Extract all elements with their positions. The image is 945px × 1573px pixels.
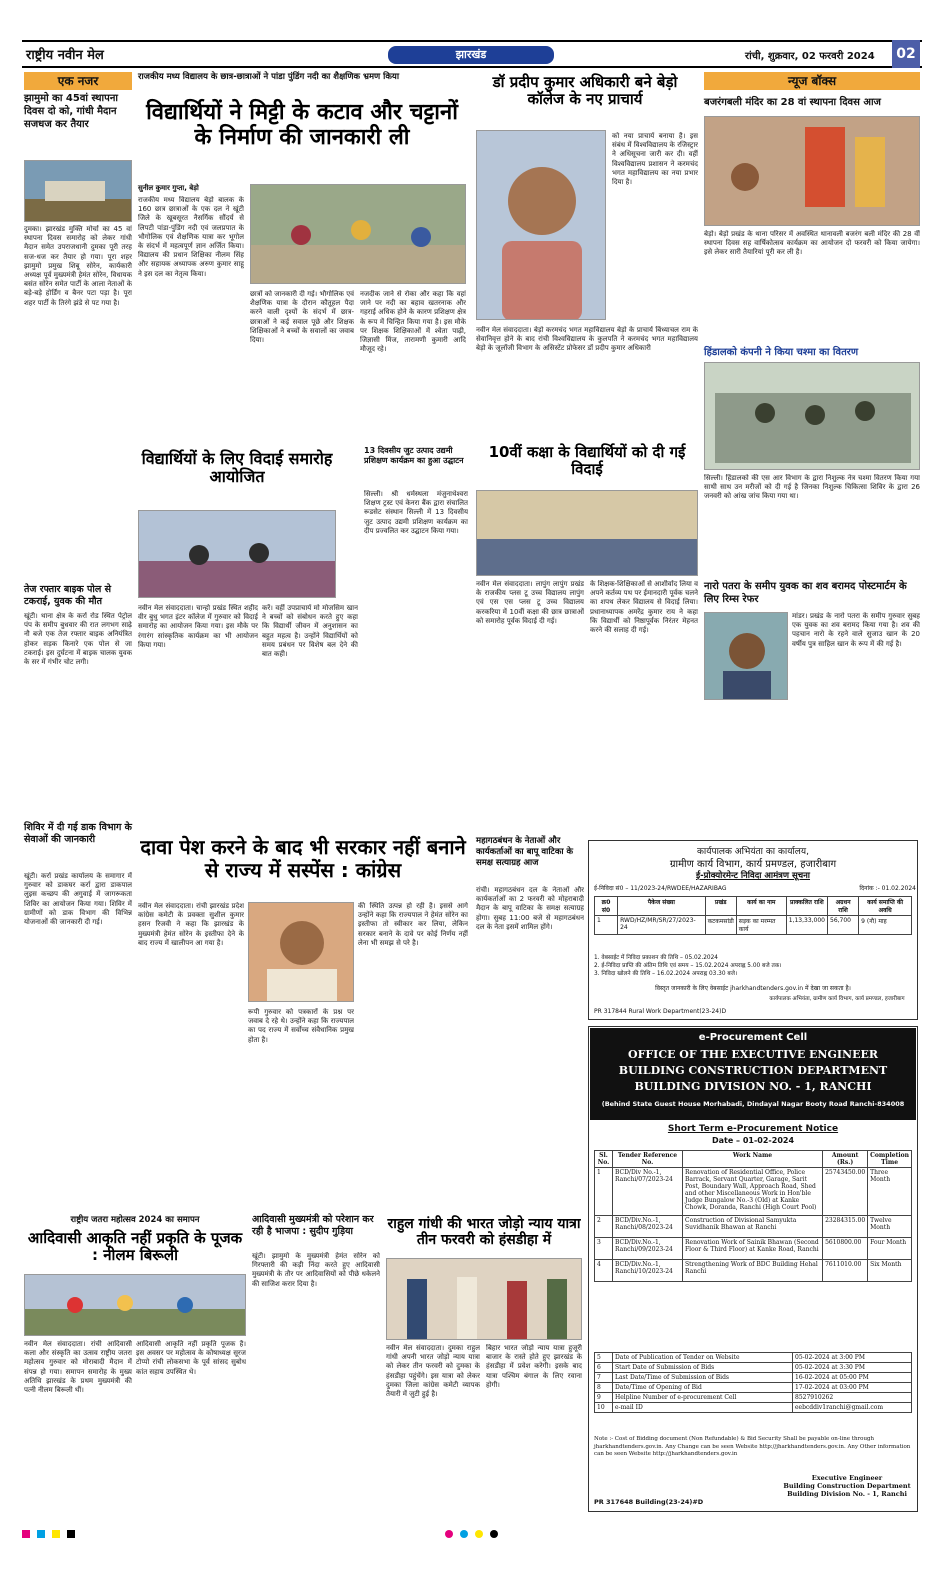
- left-headline-3: शिविर में दी गई डाक विभाग के सेवाओं की जानकारी: [24, 822, 132, 845]
- masthead: राष्ट्रीय नवीन मेल: [26, 48, 104, 63]
- story1-headline: विद्यार्थियों ने मिट्टी के कटाव और चट्टानों के निर्माण की जानकारी ली: [146, 100, 458, 151]
- schedule-cell: 10: [595, 1403, 613, 1413]
- tender1-col: कार्य का नाम: [736, 897, 786, 916]
- newsbox-headline-3: नारो पतरा के समीप युवक का शव बरामद पोस्टमार्टम के लिए रिम्स रेफर: [704, 581, 907, 605]
- schedule-cell: 8: [595, 1383, 613, 1393]
- photo-gandhi-maidan: [24, 160, 132, 222]
- tender2-address: (Behind State Guest House Morhabadi, Dindayal Nagar Booty Road Ranchi-834008: [601, 1100, 905, 1108]
- registration-dot: [490, 1530, 498, 1538]
- photo-eyeglasses: [704, 362, 920, 470]
- tender2-cell: 4: [595, 1260, 613, 1282]
- registration-mark: [67, 1530, 75, 1538]
- story9-body: खूंटी। झामुमो के मुख्यमंत्री हेमंत सोरेन को गिरफ्तारी की कड़ी निंदा करते हुए आदिवासी मुख्यमंत्री के तौर पर आदिवासियों को पीछे धकेलने की साजिश करार दिया है।: [252, 1252, 380, 1288]
- story1-body-2: छात्रों को जानकारी दी गई। भौगोलिक एवं शैक्षणिक यात्रा के दौरान कौतूहल पैदा करने वाली दृश्यों के संदर्भ में छात्र-छात्राओं ने कई सवाल पूछे और शिक्षक शिक्षिकाओं ने बच्चों के सवालों का जवाब दिया।: [250, 290, 354, 345]
- tender1-sign: कार्यपालक अभियंता, ग्रामीण कार्य विभाग, कार्य प्रमण्डल, हजारीबाग: [769, 996, 905, 1002]
- registration-dots: [445, 1523, 500, 1542]
- story10-headline: राहुल गांधी की भारत जोड़ो न्याय यात्रा तीन फरवरी को हंसडीहा में: [387, 1216, 581, 1249]
- story3-headline: विद्यार्थियों के लिए विदाई समारोह आयोजित: [141, 449, 333, 487]
- tender1-cell: 1,13,33,000: [786, 916, 827, 935]
- photo-deceased-youth: [704, 612, 788, 700]
- story6-headline: दावा पेश करने के बाद भी सरकार नहीं बनाने से राज्य में सस्पेंस : कांग्रेस: [140, 835, 466, 882]
- story4-body: सिल्ली। श्री धर्मस्थला मंजुनाथेश्वरा शिक्षण ट्रस्ट एवं केनरा बैंक द्वारा संचालित रूडसेट संस्थान सिल्ली में 13 दिवसीय जुट उत्पाद उद्यमी प्रशिक्षण कार्यक्रम का दीप प्रज्वलित कर उद्घाटन किया गया।: [364, 490, 468, 535]
- newsbox-body-3: मांडर। प्रखंड के नारो पतरा के समीप गुरुवार सुबह एक युवक का शव बरामद किया गया है। शव की पहचान नारो के रहने वाले सुजाउ खान के 20 वर्षीय पुत्र साहिल खान के रूप में की गई है।: [792, 612, 920, 648]
- registration-dot: [475, 1530, 483, 1538]
- tender2-cell: BCD/Div.No.-1, Ranchi/09/2023-24: [613, 1238, 683, 1260]
- tender1-cell: 9 (नौ) माह: [859, 916, 912, 935]
- tender2-col: Completion Time: [868, 1151, 912, 1168]
- schedule-cell: 17-02-2024 at 03:00 PM: [793, 1383, 912, 1393]
- tender1-cell: RWD/HZ/MR/SR/27/2023-24: [618, 916, 705, 935]
- tender2-schedule: [594, 1352, 912, 1413]
- photo-temple: [704, 116, 920, 226]
- tender2-cell: Strengthening Work of BDC Building Hehal Ranchi: [683, 1260, 823, 1282]
- tender2-note: Note :- Cost of Bidding document (Non Refundable) & Bid Security Shall be payable on-line through jharkhandtenders.gov.in. Any Change can be seen Website http://jharkhandtenders.gov.in. Any Other information can be seen Website http://jharkhandtenders.gov.in: [594, 1436, 911, 1457]
- tender1-cell: 56,700: [828, 916, 859, 935]
- tender1-subtitle: ई-प्रोक्योरमेन्ट निविदा आमंत्रण सूचना: [695, 871, 811, 881]
- left-body-1: दुमका। झारखंड मुक्ति मोर्चा का 45 वां स्थापना दिवस समारोह को लेकर गांधी मैदान समेत उपराजधानी दुमका पूरी तरह सज-धज कर तैयार हो गया। पूरा शहर झामुमो प्रमुख शिबू सोरेन, कार्यकारी अध्यक्ष पूर्व मुख्यमंत्री हेमंत सोरेन, विधायक बसंत सोरेन समेत पार्टी के आला नेताओं के बड़े-बड़े होर्डिंग व बैनर पटा पड़ा है। पूरा शहर पार्टी के तिरंगे झंडे से पट गया है।: [24, 225, 132, 307]
- tender2-date: Date – 01-02-2024: [711, 1136, 795, 1145]
- left-headline-1: झामुमो का 45वां स्थापना दिवस दो को, गांधी मैदान सजधज कर तैयार: [24, 93, 118, 130]
- left-body-3: खूंटी। कर्रा प्रखंड कार्यालय के समागार में गुरुवार को डाकघर कर्रा द्वारा डाकपाल लुइस कच्छप की अगुवाई में जागरूकता शिविर का आयोजन किया गया। शिविर में ग्रामीणों को डाक विभाग की विभिन्न योजनाओं की जानकारी दी गई।: [24, 872, 132, 927]
- tender1-pr: PR 317844 Rural Work Department(23-24)D: [594, 1008, 727, 1015]
- story2-headline: डॉ प्रदीप कुमार अधिकारी बने बेड़ो कॉलेज के नए प्राचार्य: [492, 73, 678, 109]
- tender1-footer: विस्तृत जानकारी के लिए वेबसाईट jharkhandtenders.gov.in में देखा जा सकता है।: [655, 985, 851, 992]
- registration-mark: [37, 1530, 45, 1538]
- tender2-sign-line: Building Construction Department: [783, 1482, 911, 1490]
- story4-headline: 13 दिवसीय जुट उत्पाद उद्यमी प्रशिक्षण कार्यक्रम का हुआ उद्घाटन: [364, 446, 464, 465]
- story1-byline: सुनील कुमार गुप्ता, बेड़ो: [138, 184, 199, 192]
- section-label: झारखंड: [388, 46, 554, 64]
- tender2-title: Short Term e-Procurement Notice: [667, 1124, 839, 1134]
- registration-mark: [52, 1530, 60, 1538]
- tender2-line-1: OFFICE OF THE EXECUTIVE ENGINEER: [627, 1048, 878, 1061]
- left-headline-2: तेज रफ्तार बाइक पोल से टकराई, युवक की मौत: [24, 584, 112, 607]
- story7-body: रांची। महागठबंधन दल के नेताओं और कार्यकर्ताओं का 2 फरवरी को मोहराबादी मैदान के बापू वाटिका के समक्ष सत्याग्रह होगा। सुबह 11:00 बजे से महागठबंधन दल के नेता इसमें शामिल होंगे।: [476, 886, 584, 931]
- tender2-cell: BCD/Div.No.-1, Ranchi/10/2023-24: [613, 1260, 683, 1282]
- story10-body-2: बिहार भारत जोड़ो न्याय यात्रा हुजूरी बाजार के रास्ते होते हुए झारखंड के हंसडीहा में प्रवेश करेगी। इसके बाद यात्रा पश्चिम बंगाल के लिए रवाना होगी।: [486, 1344, 582, 1389]
- schedule-cell: eebcddiv1ranchi@gmail.com: [793, 1403, 912, 1413]
- story1-kicker: राजकीय मध्य विद्यालय के छात्र-छात्राओं ने पांडा पुंडिंग नदी का शैक्षणिक भ्रमण किया: [138, 72, 400, 82]
- schedule-cell: 5: [595, 1353, 613, 1363]
- tender2-cell: Three Month: [868, 1168, 912, 1216]
- story10-body: नवीन मेल संवाददाता। दुमका राहुल गांधी अपनी भारत जोड़ो न्याय यात्रा को लेकर तीन फरवरी को दुमका के हंसडीहा पहुंचेंगे। इस यात्रा को लेकर दुमका जिला कांग्रेस कमेटी व्यापक तैयारी में जुटी हुई है।: [386, 1344, 480, 1399]
- tender2-col: Sl. No.: [595, 1151, 613, 1168]
- schedule-cell: 7: [595, 1373, 613, 1383]
- story3-body: नवीन मेल संवाददाता। चान्हो प्रखंड स्थित शहीद वीर बुधु भगत इंटर कॉलेज में गुरुवार को विदाई समारोह का आयोजन किया गया। इस मौके पर रंगारंग सांस्कृतिक कार्यक्रम का भी आयोजन किया गया।: [138, 604, 258, 649]
- tender2-cell: Four Month: [868, 1238, 912, 1260]
- tender1-note: 3. निविदा खोलने की तिथि – 16.02.2024 अपराह्न 03.30 बजे।: [594, 971, 738, 977]
- tender2-sign-line: Building Division No. - 1, Ranchi: [787, 1490, 907, 1498]
- schedule-cell: Date/Time of Opening of Bid: [613, 1383, 793, 1393]
- schedule-cell: Last Date/Time of Submission of Bids: [613, 1373, 793, 1383]
- tender2-cell: Six Month: [868, 1260, 912, 1282]
- photo-class10-farewell: [476, 490, 698, 576]
- tender1-cell: 1: [595, 916, 618, 935]
- photo-farewell-stage: [138, 510, 336, 598]
- schedule-cell: Start Date of Submission of Bids: [613, 1363, 793, 1373]
- tender2-sign: [780, 1474, 914, 1498]
- tender1-table: [594, 896, 912, 935]
- tender1-note: 1. वेबसाईट में निविदा प्रकाशन की तिथि – 05.02.2024: [594, 955, 718, 961]
- schedule-cell: 9: [595, 1393, 613, 1403]
- tender2-col: Amount (Rs.): [823, 1151, 868, 1168]
- schedule-cell: 6: [595, 1363, 613, 1373]
- tender1-col: क्र0 सं0: [595, 897, 618, 916]
- registration-dot: [460, 1530, 468, 1538]
- tender1-col: प्राक्कलित राशि: [786, 897, 827, 916]
- tender1-dept: ग्रामीण कार्य विभाग, कार्य प्रमण्डल, हजारीबाग: [669, 859, 837, 870]
- tender2-sign-line: Executive Engineer: [811, 1474, 883, 1482]
- tender2-cell: 5610800.00: [823, 1238, 868, 1260]
- tender2-cell: 25743450.00: [823, 1168, 868, 1216]
- page-number: 02: [892, 40, 920, 68]
- story9-headline: आदिवासी मुख्यमंत्री को परेशान कर रही है भाजपा : सुदीप गुड़िया: [252, 1214, 374, 1237]
- tender2-col: Work Name: [683, 1151, 823, 1168]
- tender1-date: दिनांक :- 01.02.2024: [859, 885, 916, 892]
- story6-body-3: की स्थिति उत्पन्न हो रही है। इससे आगे उन्होंने कहा कि राज्यपाल ने हेमंत सोरेन का इस्तीफा तो स्वीकार कर लिया, लेकिन सरकार बनाने के दावे पर कोई निर्णय नहीं लेना भी समझ से परे है।: [358, 902, 468, 947]
- tender1-col: अग्रधन राशि: [828, 897, 859, 916]
- tender2-cell: BCD/Div No.-1, Ranchi/07/2023-24: [613, 1168, 683, 1216]
- story5-body: नवीन मेल संवाददाता। लापुंग लापुंग प्रखंड के राजकीय प्लस टू उच्च विद्यालय लापुंग एवं एस एस प्लस टू उच्च विद्यालय करकरिया में 10वीं कक्षा की छात्र छात्राओं को समारोह पूर्वक विदाई दी गई।: [476, 580, 584, 625]
- tender2-banner: e-Procurement Cell: [698, 1032, 808, 1043]
- box-title: एक नजर: [24, 72, 132, 90]
- tender2-cell: 2: [595, 1216, 613, 1238]
- tender1-cell: सड़क का मरम्मत कार्य: [736, 916, 786, 935]
- registration-mark: [22, 1530, 30, 1538]
- story5-headline: 10वीं कक्षा के विद्यार्थियों को दी गई विदाई: [488, 443, 686, 479]
- newsbox-body-2: सिल्ली। हिंडालको की एस आर विभाग के द्वारा निशुल्क नेत्र चश्मा वितरण किया गया साथी साथ उन मरीजों को दी गई है जिनका निशुल्क चिकित्सा शिविर के द्वारा 26 जनवरी को आंख जांच किया गया था।: [704, 474, 920, 501]
- story6-body: नवीन मेल संवाददाता। रांची झारखंड प्रदेश कांग्रेस कमेटी के प्रवक्ता सुशील कुमार हसन रिजवी ने कहा कि झारखंड के मुख्यमंत्री हेमंत सोरेन के इस्तीफा देने के बाद राज्य में खालीपन आ गया है।: [138, 902, 244, 947]
- schedule-cell: 05-02-2024 at 3:30 PM: [793, 1363, 912, 1373]
- tender2-cell: 3: [595, 1238, 613, 1260]
- schedule-cell: 8527910262: [793, 1393, 912, 1403]
- story5-body-2: के शिक्षक-शिक्षिकाओं से आशीर्वाद लिया व अपने कर्तव्य पथ पर ईमानदारी पूर्वक चलने का शपथ लेकर विद्यालय से विदाई लिया। प्रधानाध्यापक अमरेंद्र कुमार राय ने कहा कि विद्यार्थी को निष्ठापूर्वक निरंतर मेहनत करने की सलाह दी गई।: [590, 580, 698, 635]
- story8-body: नवीन मेल संवाददाता। रांची आदिवासी कला और संस्कृति का उत्सव राष्ट्रीय जतरा महोत्सव गुरुवार को मोराबादी मैदान में संपन्न हो गया। समापन समारोह के मुख्य अतिथि झारखंड के प्रथम मुख्यमंत्री की पत्नी नीलम बिरूली थीं।: [24, 1340, 132, 1395]
- tender2-table: [594, 1150, 912, 1282]
- tender2-pr: PR 317648 Building(23-24)#D: [594, 1498, 704, 1506]
- tender1-office: कार्यपालक अभियंता का कार्यालय,: [697, 847, 809, 857]
- dateline: रांची, शुक्रवार, 02 फरवरी 2024: [745, 51, 875, 62]
- story1-body-3: नजदीक जाने से रोका और कहा कि वहां जाने पर नदी का बहाव खतरनाक और गहराई अधिक होने के कारण प्रशिक्षण क्षेत्र के रूप में चिन्हित किया गया है। इस मौके पर शिक्षक शिक्षिकाओं में श्वेता पाढ़ी, जिज्ञासी मिंज, तारामणी कुमारी आदि मौजूद रहे।: [360, 290, 466, 354]
- newsbox-headline-1: बजरंगबली मंदिर का 28 वां स्थापना दिवस आज: [704, 97, 881, 108]
- tender2-cell: BCD/Div.No.-1, Ranchi/08/2023-24: [613, 1216, 683, 1238]
- tender2-cell: 7611010.00: [823, 1260, 868, 1282]
- story6-body-2: रूपी गुरुवार को पत्रकारों के प्रश्न पर जवाब दे रहे थे। उन्होंने कहा कि राज्यपाल का पद राज्य में सर्वोच्च संवैधानिक प्रमुख होता है।: [248, 1008, 354, 1044]
- photo-students-river: [250, 184, 466, 284]
- tender1-notes: [594, 954, 912, 978]
- tender2-cell: 23284315.00: [823, 1216, 868, 1238]
- story8-headline: आदिवासी आकृति नहीं प्रकृति के पूजक : नीलम बिरूली: [27, 1229, 243, 1265]
- story8-body-2: आदिवासी आकृति नहीं प्रकृति पूजक है। इस अवसर पर महोत्सव के कोषाध्यक्ष सूरज टोप्पो रांची लोकसभा के पूर्व सांसद सुबोध कांत सहाय उपस्थित थे।: [136, 1340, 246, 1376]
- tender1-cell: कटकमसांडी: [705, 916, 736, 935]
- tender2-line-3: BUILDING DIVISION NO. - 1, RANCHI: [634, 1080, 872, 1093]
- tender1-col: पैकेज संख्या: [618, 897, 705, 916]
- schedule-cell: 05-02-2024 at 3:00 PM: [793, 1353, 912, 1363]
- tender2-line-2: BUILDING CONSTRUCTION DEPARTMENT: [618, 1064, 888, 1077]
- tender2-cell: Twelve Month: [868, 1216, 912, 1238]
- newsbox-body-1: बेड़ो। बेड़ो प्रखंड के थाना परिसर में अवस्थित थानावली बजरंग बली मंदिर की 28 वीं स्थापना दिवस सह वार्षिकोत्सव कार्यक्रम का आयोजन दो फरवरी को किया जायेगा। इसे लेकर सारी तैयारियां पूरी कर ली है।: [704, 230, 920, 257]
- newsbox-headline-2: हिंडालको कंपनी ने किया चश्मा का वितरण: [704, 347, 859, 358]
- photo-rahul-gandhi-yatra: [386, 1258, 582, 1340]
- tender2-cell: 1: [595, 1168, 613, 1216]
- story7-headline: महागठबंधन के नेताओं और कार्यकर्ताओं का बापू वाटिका के समक्ष सत्याग्रह आज: [476, 836, 574, 868]
- story3-body-2: करें। वहीं उपप्राचार्य मो मोजसिम खान ने बच्चों को संबोधन करते हुए कहा कि विद्यार्थी जीवन में अनुशासन का बहुत महत्व है। उन्होंने विद्यार्थियों को समय प्रबंधन पर विशेष बल देने की बात कही।: [262, 604, 358, 659]
- schedule-cell: 16-02-2024 at 05:00 PM: [793, 1373, 912, 1383]
- tender1-col: कार्य समाप्ति की अवधि: [859, 897, 912, 916]
- tender2-cell: Renovation Work of Sainik Bhawan (Second Floor & Third Floor) at Kanke Road, Ranchi: [683, 1238, 823, 1260]
- schedule-cell: e-mail ID: [613, 1403, 793, 1413]
- tender2-col: Tender Reference No.: [613, 1151, 683, 1168]
- story8-kicker: राष्ट्रीय जतरा महोत्सव 2024 का समापन: [70, 1215, 200, 1225]
- schedule-cell: Helpline Number of e-procurement Cell: [613, 1393, 793, 1403]
- photo-congress-spokesperson: [248, 902, 354, 1002]
- story2-body-2: नवीन मेल संवाददाता। बेड़ो करमचंद भगत महाविद्यालय बेड़ो के प्राचार्य बिंध्याचल राम के सेवानिवृत्त होने के बाद रांची विश्वविद्यालय के कुलपति ने करमचंद भगत महाविद्यालय बेड़ो के जूलॉजी विभाग के असिस्टेंट प्रोफेसर डॉ प्रदीप कुमार अधिकारी: [476, 326, 698, 353]
- story1-body: राजकीय मध्य विद्यालय बेड़ो बालक के 160 छात्र छात्राओं के एक दल ने खूंटी जिले के खूबसूरत नैसर्गिक सौंदर्य से लिपटी पांडा-पुंडिंग नदी एवं जलप्रपात के भौगोलिक एवं शैक्षणिक यात्रा कर भूगोल के संदर्भ में महत्वपूर्ण ज्ञान अर्जित किया। विद्यालय की प्रधान शिक्षिका नीलम सिंह और सहायक अध्यापक अरुण कुमार साहू ने इस दल का नेतृत्व किया।: [138, 196, 244, 278]
- tender1-note: 2. ई-निविदा प्राप्ति की अंतिम तिथि एवं समय – 15.02.2024 अपराह्न 5.00 बजे तक।: [594, 963, 782, 969]
- tender2-cell: Construction of Divisional Samyukta Suvidhanik Bhawan at Ranchi: [683, 1216, 823, 1238]
- tender1-col: प्रखंड: [705, 897, 736, 916]
- photo-jatra-festival: [24, 1274, 246, 1336]
- tender2-cell: Renovation of Residential Office, Police Barrack, Servant Quarter, Garage, Sarit Post, Boundary Wall, Approach Road, Shed and other Miscellaneous Work in Hon'ble Judge Bungalow No.-3 (Old) at Kanke Chowk, Doranda, Ranchi (High Court Pool): [683, 1168, 823, 1216]
- schedule-cell: Date of Publication of Tender on Website: [613, 1353, 793, 1363]
- newsbox-title: न्यूज बॉक्स: [704, 72, 920, 90]
- story2-body: को नया प्राचार्य बनाया है। इस संबंध में विश्वविद्यालय के रजिस्ट्रार ने अधिसूचना जारी कर दी। वहीं विश्वविद्यालय प्रशासन ने करमचंद भगत महाविद्यालय का नया प्रभार दिया है।: [612, 132, 698, 187]
- registration-dot: [445, 1530, 453, 1538]
- tender1-ref: ई-निविदा सं0 – 11/2023-24/RWDEE/HAZARIBAG: [594, 885, 727, 892]
- left-body-2: खूंटी। थाना क्षेत्र के कर्रा रोड स्थित पेट्रोल पंप के समीप बुधवार की रात लगभग साढ़े नौ बजे एक तेज रफ्तार बाइक अनियंत्रित होकर सड़क किनारे एक पोल से जा टकराई। इस दुर्घटना में बाइक चालक युवक के सर में गंभीर चोट लगी।: [24, 612, 132, 667]
- photo-pradeep-kumar: [476, 130, 606, 320]
